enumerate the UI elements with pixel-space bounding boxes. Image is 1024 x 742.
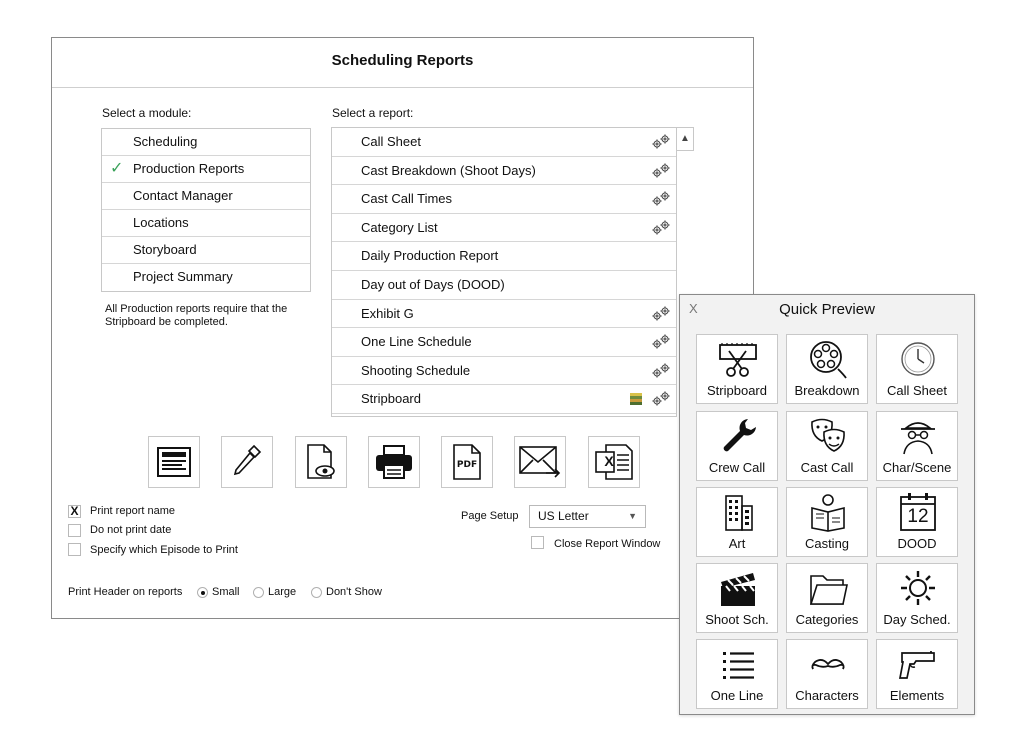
- report-item-label: Cast Call Times: [361, 191, 453, 207]
- tile-label: Breakdown: [794, 383, 860, 398]
- module-label: Select a module:: [102, 106, 192, 120]
- report-header-button[interactable]: [148, 436, 200, 488]
- close-report-window-label: Close Report Window: [554, 538, 661, 550]
- mustache-icon: [808, 644, 848, 684]
- email-button[interactable]: [514, 436, 566, 488]
- reader-icon: [808, 492, 848, 532]
- building-icon: [718, 492, 758, 532]
- report-item-label: Call Sheet: [361, 134, 421, 149]
- tile-label: Art: [728, 536, 746, 551]
- scroll-up-button[interactable]: ▲: [676, 127, 694, 151]
- window-title: Scheduling Reports: [52, 38, 753, 88]
- tile-stripboard[interactable]: [696, 334, 778, 404]
- report-item-label: Shooting Schedule: [361, 362, 471, 378]
- report-item[interactable]: [332, 385, 676, 414]
- close-report-window-checkbox[interactable]: [531, 536, 544, 549]
- module-list: [101, 128, 311, 292]
- report-item-label: Cast Breakdown (Shoot Days): [361, 162, 536, 178]
- film-reel-icon: [808, 339, 848, 379]
- email-icon: [519, 445, 561, 479]
- tile-one-line[interactable]: [696, 639, 778, 709]
- tile-char-scene[interactable]: [876, 411, 958, 481]
- stripboard-icon: [718, 339, 758, 379]
- tile-label: Stripboard: [707, 383, 767, 398]
- folder-icon: [808, 568, 848, 608]
- do-not-print-date-checkbox[interactable]: [68, 524, 81, 537]
- tile-dood[interactable]: [876, 487, 958, 557]
- report-item-label: Exhibit G: [361, 305, 414, 321]
- page-setup-value: US Letter: [538, 509, 589, 523]
- header-dont-show-radio[interactable]: [311, 587, 322, 598]
- report-item[interactable]: [332, 185, 676, 214]
- gear-icon[interactable]: [650, 219, 672, 237]
- module-item-project-summary[interactable]: [102, 264, 310, 291]
- report-item-label: Daily Production Report: [361, 248, 499, 264]
- gear-icon[interactable]: [650, 190, 672, 208]
- module-item-scheduling[interactable]: [102, 129, 310, 156]
- report-header-icon: [157, 447, 191, 477]
- quick-preview-panel: [679, 294, 975, 715]
- pdf-button[interactable]: [441, 436, 493, 488]
- close-icon[interactable]: X: [689, 301, 698, 316]
- tile-cast-call[interactable]: [786, 411, 868, 481]
- report-item[interactable]: [332, 128, 676, 157]
- print-report-name-checkbox[interactable]: [68, 505, 81, 518]
- module-item-contact-manager[interactable]: [102, 183, 310, 210]
- gear-icon[interactable]: [650, 133, 672, 151]
- print-header-label: Print Header on reports: [68, 586, 183, 598]
- calendar-day: 12: [907, 506, 929, 527]
- preview-icon: [305, 443, 337, 481]
- tile-label: One Line: [710, 688, 764, 703]
- page-setup-select[interactable]: [529, 505, 646, 528]
- header-small-radio[interactable]: [197, 587, 208, 598]
- page-setup-label: Page Setup: [461, 510, 519, 522]
- module-note: All Production reports require that the Stripboard be completed.: [105, 303, 288, 328]
- module-item-label: Contact Manager: [133, 188, 233, 203]
- report-item[interactable]: [332, 214, 676, 243]
- printer-icon: [375, 445, 413, 479]
- module-item-production-reports[interactable]: [102, 156, 310, 183]
- tile-label: DOOD: [897, 536, 937, 551]
- report-item-label: Day out of Days (DOOD): [361, 276, 505, 292]
- excel-button[interactable]: [588, 436, 640, 488]
- header-large-radio[interactable]: [253, 587, 264, 598]
- report-item[interactable]: [332, 271, 676, 300]
- module-item-label: Locations: [133, 215, 189, 230]
- gear-icon[interactable]: [650, 162, 672, 180]
- chevron-down-icon: ▼: [628, 511, 637, 521]
- print-report-name-label: Print report name: [90, 505, 175, 517]
- eyedropper-button[interactable]: [221, 436, 273, 488]
- module-item-label: Production Reports: [133, 161, 245, 176]
- module-item-storyboard[interactable]: [102, 237, 310, 264]
- preview-button[interactable]: [295, 436, 347, 488]
- tile-day-sched[interactable]: [876, 563, 958, 633]
- specify-episode-checkbox[interactable]: [68, 543, 81, 556]
- module-item-label: Project Summary: [133, 269, 233, 284]
- spy-icon: [898, 416, 938, 456]
- tile-label: Char/Scene: [882, 460, 952, 475]
- tile-call-sheet[interactable]: [876, 334, 958, 404]
- report-item-label: Category List: [361, 219, 438, 235]
- scheduling-reports-window: [51, 37, 754, 619]
- report-item[interactable]: [332, 357, 676, 386]
- eyedropper-icon: [231, 443, 263, 481]
- module-item-locations[interactable]: [102, 210, 310, 237]
- quick-preview-title: Quick Preview: [779, 301, 875, 318]
- checked-mark: X: [70, 504, 79, 518]
- list-icon: [718, 644, 758, 684]
- report-label: Select a report:: [332, 106, 414, 120]
- header-large-label: Large: [268, 586, 297, 598]
- tile-crew-call[interactable]: [696, 411, 778, 481]
- tile-label: Crew Call: [708, 460, 766, 475]
- report-item[interactable]: [332, 328, 676, 357]
- theater-masks-icon: [808, 416, 848, 456]
- wrench-icon: [718, 416, 758, 456]
- tile-shoot-sch[interactable]: [696, 563, 778, 633]
- clock-icon: [898, 339, 938, 379]
- checkmark-icon: ✓: [110, 160, 124, 177]
- specify-episode-label: Specify which Episode to Print: [90, 544, 238, 556]
- pdf-label: PDF: [456, 460, 478, 470]
- tile-label: Categories: [795, 612, 859, 627]
- tile-label: Characters: [795, 688, 859, 703]
- tile-breakdown[interactable]: [786, 334, 868, 404]
- tile-art[interactable]: [696, 487, 778, 557]
- header-dont-show-label: Don't Show: [326, 586, 382, 598]
- tile-characters[interactable]: [786, 639, 868, 709]
- tile-label: Cast Call: [800, 460, 854, 475]
- stripboard-color-icon: [630, 393, 642, 405]
- gear-icon[interactable]: [650, 390, 672, 408]
- gear-icon[interactable]: [650, 305, 672, 323]
- excel-label: X: [604, 453, 614, 469]
- module-item-label: Scheduling: [133, 134, 198, 149]
- header-small-label: Small: [212, 586, 240, 598]
- clapperboard-icon: [718, 568, 758, 608]
- tile-label: Shoot Sch.: [705, 612, 769, 627]
- report-item-label: Stripboard: [361, 391, 421, 407]
- report-item[interactable]: [332, 157, 676, 186]
- tile-elements[interactable]: [876, 639, 958, 709]
- sun-icon: [898, 568, 938, 608]
- report-item-label: One Line Schedule: [361, 334, 472, 350]
- tile-label: Elements: [889, 688, 945, 703]
- report-item[interactable]: [332, 242, 676, 271]
- tile-casting[interactable]: [786, 487, 868, 557]
- pistol-icon: [898, 644, 938, 684]
- do-not-print-date-label: Do not print date: [90, 524, 172, 536]
- tile-categories[interactable]: [786, 563, 868, 633]
- report-item[interactable]: [332, 300, 676, 329]
- report-list: [331, 127, 677, 417]
- module-item-label: Storyboard: [133, 242, 197, 257]
- gear-icon[interactable]: [650, 333, 672, 351]
- print-button[interactable]: [368, 436, 420, 488]
- gear-icon[interactable]: [650, 362, 672, 380]
- tile-label: Casting: [804, 536, 850, 551]
- tile-label: Call Sheet: [887, 383, 947, 398]
- tile-label: Day Sched.: [883, 612, 951, 627]
